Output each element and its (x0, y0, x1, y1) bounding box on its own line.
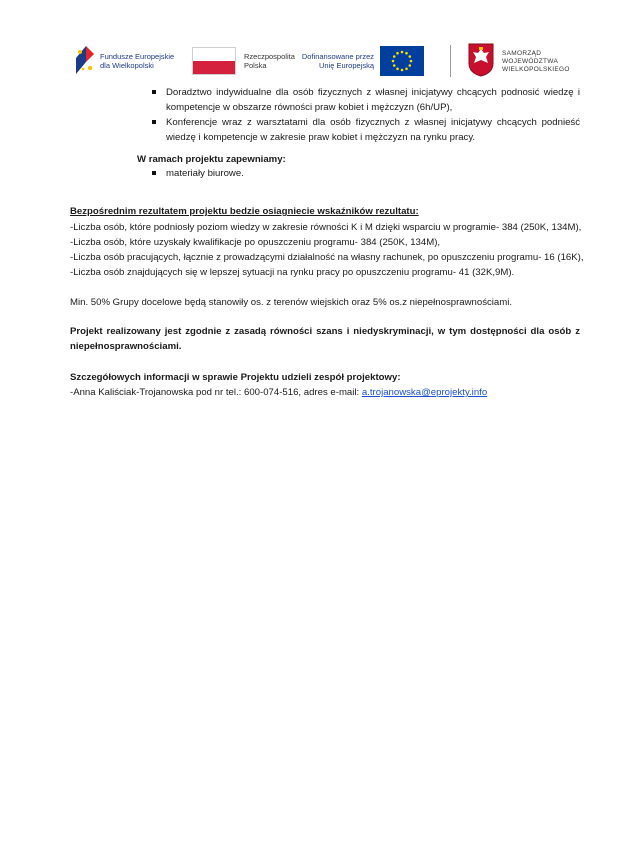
ue-logo-line1: Dofinansowane przez (301, 52, 374, 61)
eu-flag-icon (380, 46, 424, 76)
supply-list (166, 166, 580, 181)
supply-heading: W ramach projektu zapewniamy: (137, 154, 286, 165)
fe-logo-line1: Fundusze Europejskie (100, 52, 175, 61)
sw-logo-line3: WIELKOPOLSKIEGO (502, 66, 570, 73)
project-equality-note: Projekt realizowany jest zgodnie z zasadą równości szans i niedyskryminacji, w tym dostępności dla osób z niepełnosprawnościami. (70, 326, 580, 352)
fe-star-icon (74, 44, 96, 76)
result-line: -Liczba osób znajdujących się w lepszej sytuacji na rynku pracy po opuszczeniu programu- 41 (32K,9M). (70, 267, 515, 278)
contact-email-link[interactable]: a.trojanowska@eprojekty.info (361, 387, 488, 398)
fe-logo-line2: dla Wielkopolski (100, 61, 154, 70)
result-line: -Liczba osób, które uzyskały kwalifikacje po opuszczeniu programu- 384 (250K, 134M), (70, 237, 441, 248)
result-heading: Bezpośrednim rezultatem projektu bedzie osiagniecie wskaźników rezultatu: (70, 206, 419, 217)
contact-person: -Anna Kaliściak-Trojanowska pod nr tel.: 600-074-516, adres e-mail: (70, 387, 362, 398)
ue-logo-line2: Unię Europejską (318, 61, 374, 70)
sw-logo-line1: SAMORZĄD (502, 50, 542, 57)
unia-europejska-logo (296, 40, 426, 82)
eagle-shield-icon (468, 43, 494, 77)
result-indicators (70, 220, 590, 280)
polish-flag-icon (192, 47, 236, 75)
sw-logo-line2: WOJEWÓDZTWA (502, 58, 559, 65)
activities-list (166, 85, 580, 145)
target-group-note: Min. 50% Grupy docelowe będą stanowiły os. z terenów wiejskich oraz 5% os.z niepełnosprawnościami. (70, 297, 513, 308)
rp-logo-line1: Rzeczpospolita (244, 52, 295, 61)
logo-header (70, 40, 580, 82)
logo-divider (450, 45, 451, 77)
list-item: materiały biurowe. (166, 166, 580, 181)
rp-logo-line2: Polska (244, 61, 267, 70)
fundusze-europejskie-logo (70, 40, 182, 82)
result-line: -Liczba osób pracujących, łącznie z prowadzącymi działalność na własny rachunek, po opuszczeniu programu- 16 (16K), (70, 252, 584, 263)
samorzad-wielkopolski-logo (468, 40, 580, 82)
list-item: Konferencje wraz z warsztatami dla osób fizycznych z własnej inicjatywy chcących podnieść wiedzę i kompetencje w zakresie praw kobiet i mężczyzn na rynku pracy. (166, 117, 580, 143)
rzeczpospolita-polska-logo (190, 40, 295, 82)
contact-heading: Szczegółowych informacji w sprawie Projektu udzieli zespół projektowy: (70, 372, 401, 383)
list-item: Doradztwo indywidualne dla osób fizycznych z własnej inicjatywy chcących podnosić wiedzę i kompetencje w obszarze równości praw kobiet i mężczyzn (6h/UP), (166, 87, 580, 113)
result-line: -Liczba osób, które podniosły poziom wiedzy w zakresie równości K i M dzięki wsparciu w programie- 384 (250K, 134M), (70, 222, 582, 233)
contact-line (70, 385, 590, 400)
